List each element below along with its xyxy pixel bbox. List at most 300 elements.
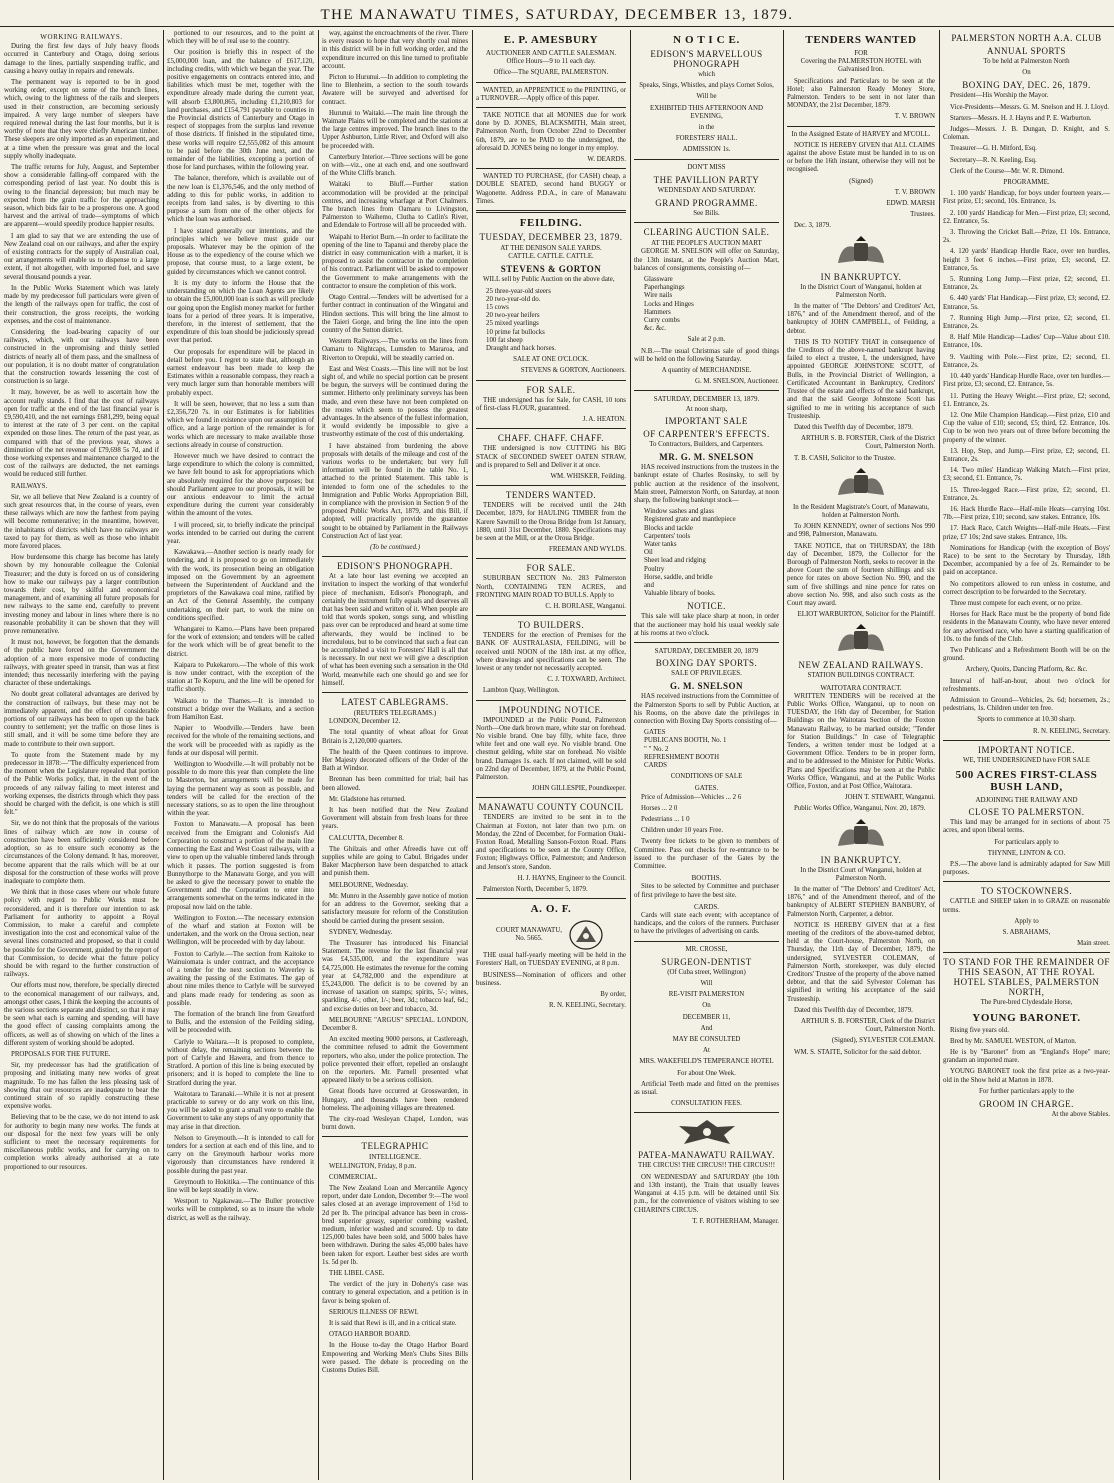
we-have: WE, THE UNDERSIGNED have FOR SALE xyxy=(963,756,1090,764)
bankruptcy-matter: In the matter of "The Debtors' and Creditors' Act, 1876," and of the Amendment thereof, and of the bankruptcy of JOHN CAMPBELL, of Feilding, a debtor. xyxy=(787,303,935,335)
feilding-date: TUESDAY, DECEMBER 23, 1879. xyxy=(479,232,623,243)
paragraph: 9. Vaulting with Pole.—First prize, £2; second, £1. Entrance, 2s. xyxy=(943,353,1110,369)
paragraph: EXHIBITED THIS AFTERNOON AND EVENING, xyxy=(650,104,763,120)
paragraph: Our proposals for expenditure will be placed in detail before you. I regret to state that, although an earnest endeavour has been made to keep the Estimates within a reasonable compass, they reach a very much larger sum than honorable members will probably expect. xyxy=(167,348,314,397)
paragraph: The traffic returns for July, August, and September show a considerable falling-off compared with the corresponding period of last year. No doubt this is owing to the financial depression; but much may be expected from the grain traffic for the approaching season, which bids fair to be a prosperous one. A good harvest and the arrival of trade—symptoms of which are apparent—would speedily produce happier results. xyxy=(4,164,159,229)
divider xyxy=(943,881,1110,882)
paragraph: Foxton to Manawatu.—A proposal has been received from the Emigrant and Colonist's Aid Corporation to construct a portion of the main line connecting the East and West Coast railways, with a view to open up the valuable timbered lands through which it passes. The portion suggested is from Bunnythorpe to the Manawatu Gorge, and you will be asked to give the necessary power to enable the Government and the Corporation to enter into arrangements somewhat on the terms indicated in the proposal now laid on the table. xyxy=(167,821,314,911)
assigned-date: Dec. 3, 1879. xyxy=(794,222,831,230)
paragraph: Kaipara to Pukekaroro.—The whole of this work is now under contract, with the exception of the station at Te Kopuru, and the line will be opened for traffic shortly. xyxy=(167,661,314,694)
privileges-items xyxy=(644,729,779,770)
at-stables: At the above Stables. xyxy=(1051,1111,1110,1119)
interval: Interval of half-an-hour, about two o'clock for refreshments. xyxy=(943,677,1110,693)
tenders-heading: TENDERS WANTED. xyxy=(505,490,597,501)
chaff-heading: CHAFF. CHAFF. CHAFF. xyxy=(497,433,605,444)
stevens-intro: WILL sell by Public Auction on the above date, xyxy=(483,276,615,284)
paragraph: SERIOUS ILLNESS OF REWI. xyxy=(329,1308,419,1316)
snelson-signature: G. M. SNELSON, Auctioneer. xyxy=(694,378,779,386)
pure-bred: The Pure-bred Clydesdale Horse, xyxy=(980,999,1073,1007)
feilding-place: AT THE DENISON SALE YARDS. xyxy=(500,244,602,253)
paragraph: FORESTERS' HALL. xyxy=(675,135,738,143)
list-item: Blocks and tackle xyxy=(644,524,693,532)
nominations: Nominations for Handicap (with the exception of Boys' Race) to be sent to the Secretary by Thursday, 18th December, accompanied by a fee of 2s. Remainder to be paid on acceptance. xyxy=(943,544,1110,577)
tenders-covering: Covering the PALMERSTON HOTEL with Galvanised Iron. xyxy=(800,58,922,74)
builders-heading: TO BUILDERS. xyxy=(517,620,585,631)
rm-to: To JOHN KENNEDY, owner of sections Nos 990 and 998, Palmerston, Manawatu. xyxy=(787,523,935,539)
column-4 xyxy=(476,30,626,1480)
railway-crest-icon xyxy=(672,1117,742,1147)
paragraph: way, against the encroachments of the river. There is every reason to hope that very shortly coal mines in this district will be in full working order, and the expenditure incurred on this line turned to profitable account. xyxy=(322,30,468,70)
crosse-lines xyxy=(634,969,779,1078)
programme-heading: PROGRAMME. xyxy=(1003,179,1050,187)
royal-arms-icon xyxy=(832,467,890,501)
impounding-heading: IMPOUNDING NOTICE. xyxy=(498,704,604,715)
particulars: For particulars apply to xyxy=(994,838,1059,846)
impounding-signature: JOHN GILLESPIE, Poundkeeper. xyxy=(531,785,626,793)
bankruptcy-signed: (Signed), SYLVESTER COLEMAN. xyxy=(831,1037,935,1045)
article-body xyxy=(167,30,314,1223)
county-council-heading: MANAWATU COUNTY COUNCIL xyxy=(478,802,624,813)
paragraph: It is my duty to inform the House that the understanding on which the Loan Agents are likely to obtain the £5,000,000 loan is such as will preclude our going upon the English money market for further loans for a period of three years. It is imperative, therefore, in the interest of settlement, that the expenditure of this loan should be judiciously spread over that period. xyxy=(167,279,314,345)
paragraph: Secretary—R. N. Keeling, Esq. xyxy=(950,156,1037,164)
price-list xyxy=(634,794,779,836)
list-item: Valuable library of books. xyxy=(644,590,716,598)
at-noon: At noon sharp, xyxy=(685,404,728,413)
bankruptcy-notice: NOTICE IS HEREBY GIVEN that at a first meeting of the creditors of the above-named debtor, held at the Court-house, Palmerston North, on Thursday, the 11th day of December, 1879, the undersigned, SYLVESTER COLEMAN, of Palmerston North, storekeeper, was duly elected Creditors' Trustee of the property of the above named debtor, and that the said Sylvester Coleman has signified in writing his acceptance of the said Trusteeship. xyxy=(787,921,935,1003)
paragraph: It must not, however, be forgotten that the demands of the public have forced on the Government the adoption of a more expensive mode of conducting railways, with greater speed in transit, than was at first intended; thus necessarily interfering with the paying character of these undertakings. xyxy=(4,639,159,688)
royal-arms-icon xyxy=(832,235,890,269)
edison-article-body xyxy=(322,573,468,688)
three-compete: Three must compete for each event, or no prize. xyxy=(950,599,1083,607)
tenders-wanted-heading: TENDERS WANTED xyxy=(805,34,917,46)
county-council-date: Palmerston North, December 5, 1879. xyxy=(483,886,588,894)
assigned-notice: NOTICE IS HEREBY GIVEN that ALL CLAIMS against the above Estate must be handed in to us on or before the 16th instant, otherwise they will not be recognised. xyxy=(787,141,935,174)
to-stand: TO STAND FOR THE REMAINDER OF THIS SEASON, AT THE ROYAL HOTEL STABLES, PALMERSTON NORTH, xyxy=(943,957,1110,998)
bankrupt-sale-text: HAS received instructions from the trustees in the bankrupt estate of Charles Rosinsky, to sell by public auction at the residence of the insolvent, Main street, Palmerston North, on Saturday, at noon sharp, the following bankrupt stock— xyxy=(634,464,779,504)
annual-sports: ANNUAL SPORTS xyxy=(987,46,1066,56)
circus-text: ON WEDNESDAY and SATURDAY (the 10th and 13th instant), the Train that usually leaves Wanganui at 4.15 p.m. will be detained until Six p.m., for the convenience of visitors wishing to see CHIARINI'S CIRCUS. xyxy=(634,1173,779,1214)
paragraph: Our efforts must now, therefore, be specially directed to the economical management of our railways, and, amongst other cases, I think the keeping the accounts of the various sections separate and distinct, so that it may be seen what each is earning and spending, will have the good effect of causing complaints among the officers, as well as of showing on which of the lines a different system of working should be adopted. xyxy=(4,982,159,1047)
divider xyxy=(634,390,779,391)
nz-railways-text: WRITTEN TENDERS will be received at the Public Works Office, Wanganui, up to noon on TUESDAY, the 16th day of December, for Station Buildings on the Waitotara Section of the Foxton Manawatu Railway, to be marked outside; "Tender for Station Buildings." In case of Telegraphic Tenders, a written tender must be lodged at a Government Office. Tenders to be in proper form, and to be addressed to the Minister for Public Works. Plans and Specifications may be seen at the Public Works Office, Wanganui, and at the Public Works Office, Foxton, and at Post Office, Waitotara. xyxy=(787,692,935,790)
paragraph: Wellington to Foxton.—The necessary extension of the wharf and station at Foxton will be undertaken, and the work on the Oroua section, near Wellington, will be proceeded with by day labour. xyxy=(167,914,314,947)
paragraph: 14. Two miles' Handicap Walking Match.—First prize, £3; second, £1. Entrance, 7s. xyxy=(943,467,1110,483)
paragraph: Sir, we all believe that New Zealand is a country of such great resources that, in the course of years, even these railways which are now the farthest from paying will become remunerative; in the meantime, however, the inhabitants of districts which have no railways are taxed to pay for them, as well as those who inhabit more favored places. xyxy=(4,493,159,550)
crosse-name: MR. CROSSE, xyxy=(685,945,728,953)
cablegrams-heading: LATEST CABLEGRAMS. xyxy=(341,697,449,708)
paragraph: The Ghilzais and other Afreedis have cut off supplies while are going to Cabul. Brigades under Baker Macpherson have been despatched to attack and punish them. xyxy=(322,845,468,878)
paragraph: Mr. Munro in the Assembly gave notice of motion for an address to the Governor, seeking that a satisfactory measure for reform of the Constitution should be carried during the present session. xyxy=(322,892,468,925)
paragraph: Kawakawa.—Another section is nearly ready for tendering, and it is proposed to go on immediately with the work, its prosecution being an obligation imposed on the Government by an agreement between the Superintendent of Auckland and the proprietors of the Kawakawa coal mine, ratified by an Act of the General Assembly, the company undertaking, on their part, to work the mine on conditions specified. xyxy=(167,549,314,622)
amesbury-name: E. P. AMESBURY xyxy=(503,34,599,46)
column-divider xyxy=(783,30,784,1480)
list-item: Wire nails xyxy=(644,292,673,300)
paragraph: COMMERCIAL. xyxy=(329,1173,378,1181)
builders-address: Lambton Quay, Wellington. xyxy=(483,687,560,695)
list-item: Draught and hack horses. xyxy=(486,345,557,353)
clearing-sale-heading: CLEARING AUCTION SALE. xyxy=(643,227,770,238)
club-heading: PALMERSTON NORTH A.A. CLUB xyxy=(951,33,1102,43)
flour-signature: J. A. HEATON. xyxy=(582,416,626,424)
list-item: 15 cows xyxy=(486,304,509,312)
divider xyxy=(322,556,468,557)
list-item: Water tanks xyxy=(644,540,677,548)
paragraph: Greymouth to Hokitika.—The continuance of this line will be kept steadily in view. xyxy=(167,1178,314,1195)
grand-programme: GRAND PROGRAMME. xyxy=(655,198,758,209)
bankruptcy-heading: IN BANKRUPTCY. xyxy=(820,271,902,282)
bankruptcy-court: In the District Court of Wanganui, holden at Palmerston North. xyxy=(800,283,922,299)
booths-heading: BOOTHS. xyxy=(691,874,722,883)
list-item: 20 two-year-old do. xyxy=(486,295,541,303)
paragraph: Wellington to Woodville.—It will probably not be possible to do more this year than complete the line to Masterton, but arrangements will be made for laying the permanent way as soon as possible, and tenders will be called for the erection of the necessary stations, so as to open the line throughout within the year. xyxy=(167,761,314,818)
merchandise: A quantity of MERCHANDISE. xyxy=(661,367,752,375)
flour-ad: THE undersigned has for Sale, for CASH, 10 tons of first-class FLOUR, guaranteed. xyxy=(476,396,626,412)
assigned-signature-1: T. V. BROWN xyxy=(894,188,935,196)
clearing-items xyxy=(644,276,779,333)
station-buildings: STATION BUILDINGS CONTRACT. xyxy=(807,672,915,680)
paragraph: I am glad to say that we are extending the use of New Zealand coal on our railways, and after the expiry of existing contracts for the supply of Australian coal, our arrangements will enable us to dispense to a large extent, if not altogether, with imported fuel, and save several thousand pounds a year. xyxy=(4,232,159,281)
paragraph: MRS. WAKEFIELD'S TEMPERANCE HOTEL xyxy=(639,1058,774,1066)
paragraph: 8. Half Mile Handicap—Ladies' Cup—Value about £10. Entrance, 10s. xyxy=(943,334,1110,350)
list-item: Hammers xyxy=(644,308,671,316)
paragraph: Treasurer—G. H. Mitford, Esq. xyxy=(950,145,1037,153)
county-council-ad: TENDERS are invited to be sent in to the Chairman at Foxton, not later than two p.m. on Monday, the 22nd of December, for Formation Otaki-Foxton Road, Metalling Sanson-Foxton Road. Plans and specifications to be seen at the County Office, Foxton; Highways Office, Palmerston; and Anderson and Jenson's store, Sandon. xyxy=(476,814,626,871)
bankruptcy-signature: ARTHUR S. B. FORSTER, Clerk of the District Court, Palmerston North. xyxy=(801,1018,935,1034)
amesbury-hours: Office Hours—9 to 11 each day. xyxy=(506,58,596,66)
list-item: Sheet lead and ridging xyxy=(644,557,706,565)
paragraph: Whangarei to Kamo.—Plans have been prepared for the work of extension; and tenders will be called for the work which will be of great benefit to the district. xyxy=(167,626,314,658)
column-6 xyxy=(787,30,935,1480)
paragraph: I will proceed, sir, to briefly indicate the principal works intended to be carried out during the current year. xyxy=(167,521,314,545)
paragraph: Canterbury Interior.—Three sections will be gone on with—viz., one at each end, and one southward of the White Cliffs branch. xyxy=(322,153,468,178)
continued-note: (To be continued.) xyxy=(369,543,421,551)
tenders-for: FOR xyxy=(854,49,868,57)
paragraph: It has been notified that the New Zealand Government will abstain from fresh loans for three years. xyxy=(322,807,468,831)
paragraph: The permanent way is reported to be in good working order, except on some of the branch lines, which, owing to the lightness of the rails and sleepers used in their construction, are becoming seriously impaired. A very large number of sleepers have required renewal during the last four months, but it is worthy of note that they were chiefly American timber. These sleepers are only imported as an experiment, and at a time when the pressure was great and the local supply wholly inadequate. xyxy=(4,79,159,160)
paragraph: 5. Running Long Jump.—First prize, £2; second, £1. Entrance, 2s. xyxy=(943,276,1110,292)
clearing-time: Sale at 2 p.m. xyxy=(687,336,726,344)
stockowners-heading: TO STOCKOWNERS. xyxy=(980,886,1073,897)
booths-text: Sites to be selected by Committee and purchaser of first privilege to have the best site. xyxy=(634,883,779,899)
paragraph: (Of Cuba street, Wellington) xyxy=(667,968,746,976)
list-item: 20 two-year heifers xyxy=(486,312,540,320)
paragraph: Picton to Hurunui.—In addition to completing the line to Blenheim, a section to the south towards Awatere will be surveyed and advertised for contract. xyxy=(322,74,468,106)
divider xyxy=(634,159,779,160)
telegraphic-heading: TELEGRAPHIC xyxy=(361,1141,429,1152)
paragraph: The New Zealand Loan and Mercantile Agency report, under date London, December 9:—The wool sales closed at an average improvement of 1½d to 2d per lb. The principal advance has been in cross-bred superior greasy, superior combing washed, medium, inferior washed and scoured. Up to date 125,000 bales have been sold, and 5000 bales have been withdrawn. During the sales 45,000 bales have been taken for export. Leather best sides are worth 1s. 5d per lb. xyxy=(322,1184,468,1266)
divider xyxy=(634,1112,779,1113)
suburban-section-ad: SUBURBAN SECTION No. 283 Palmerston North, CONTAINING TEN ACRES, and FRONTING MAIN ROAD TO BULLS. Apply to xyxy=(476,575,626,599)
cards-text: Cards will state each event; with acceptance of handicaps, and the colors of the runners. Purchaser to have the privileges of advertising on cards. xyxy=(634,912,779,936)
paragraph: Waikato to the Thames.—It is intended to construct a bridge over the Waikato, and a section from Hamilton East. xyxy=(167,697,314,722)
snelson-clearing-text: GEORGE M. SNELSON will offer on Saturday, the 13th instant, at the People's Auction Mart, balances of consignments, consisting of— xyxy=(634,248,779,272)
take-notice-ad: TAKE NOTICE that all MONIES due for work done by D. JONES, BLACKSMITH, Main street, Palmerston North, from October 22nd to December 6th, 1879, are to be PAID to the undersigned, the aforesaid D. JONES being no longer in my employ. xyxy=(476,112,626,152)
column-5 xyxy=(634,30,779,1480)
paragraph: President—His Worship the Mayor. xyxy=(950,92,1049,100)
circus-signature: T. F. ROTHERHAM, Manager. xyxy=(692,1217,779,1225)
stock-list xyxy=(486,288,626,354)
paragraph: ADMISSION 1s. xyxy=(682,146,731,154)
amesbury-office: Office—The SQUARE, PALMERSTON. xyxy=(493,69,609,77)
acres-heading: 500 ACRES FIRST-CLASS BUSH LAND, xyxy=(955,769,1098,794)
paragraph: 13. Hop, Step, and Jump.—First prize, £2; second, £1. Entrance, 2s. xyxy=(943,447,1110,463)
royal-arms-icon xyxy=(832,818,890,852)
important-sale: IMPORTANT SALE xyxy=(665,415,748,426)
paragraph: It is said that Rewi is ill, and in a critical state. xyxy=(329,1320,457,1328)
edison-article-heading: EDISON'S PHONOGRAPH. xyxy=(337,561,453,572)
assigned-signature-2: EDWD. MARSH xyxy=(886,200,935,208)
crosse-teeth: Artificial Teeth made and fitted on the premises as usual. xyxy=(634,1080,779,1097)
paragraph: Price of Admission—Vehicles ... 2 6 xyxy=(641,793,742,801)
paragraph: Our position is briefly this in respect of the £5,000,000 loan, and the balance of £617,120, including credits, with which we began the year. The positive engagements on contracts entered into, and liabilities which must be met, together with the expenditure already made during the current year, will absorb £3,800,865, including £1,210,803 for land purchases, and £154,791 payable to counties in the Provincial districts of Canterbury and Otago in respect of stoppages from the surplus land revenue of those districts. If finished in the stipulated time, these works will require £2,555,082 of this amount to be paid before the 30th June next, and the remainder of the liabilities, excepting a portion of those for land purchases, within the following year. xyxy=(167,49,314,172)
list-item: 10 prime fat bullocks xyxy=(486,328,545,336)
thynne-linton: THYNNE, LINTON & CO. xyxy=(987,849,1066,857)
tenders-signature: T. V. BROWN xyxy=(894,113,935,121)
edison-exhibit-lines xyxy=(634,71,779,155)
boxing-day-date: BOXING DAY, DEC. 26, 1879. xyxy=(962,80,1091,91)
stevens-signature: STEVENS & GORTON, Auctioneers. xyxy=(520,367,626,375)
paragraph: The verdict of the jury in Doherty's case was contrary to general expectation, and a petition is in favor is being spoken of. xyxy=(322,1281,468,1305)
foresters-emblem-icon xyxy=(566,918,606,952)
paragraph: 10. 440 yards' Handicap Hurdle Race, over ten hurdles.—First prize, £3; second, £2. Entrance, 5s. xyxy=(943,373,1110,389)
aof-court: COURT MANAWATU, xyxy=(496,927,562,935)
impounding-ad: IMPOUNDED at the Public Pound, Palmerston North—One dark brown mare, white star on forehead. No visible brand. One bay filly, white face, three white feet and one wall eye. No visible brand. One chestnut gelding, white star on forehead. No visible brand. Damages 1s. each. If not claimed, will be sold on 22nd day of December, 1879, at the Public Pound, Palmerston. xyxy=(476,716,626,781)
paragraph: Sir, my predecessor has had the gratification of proposing and initiating many new works of great magnitude. To me has fallen the less pleasing task of showing that our resources are inadequate to bear the continued strain of so rapidly constructing these expensive works. xyxy=(4,1062,159,1111)
bankruptcy-matter: In the matter of "The Debtors' and Creditors' Act, 1876," and of the Amendment thereof, and of the bankruptcy of ALBERT STEPHEN BANBURY, of Palmerston North, Carpenter, a debtor. xyxy=(787,886,935,918)
divider xyxy=(943,740,1110,741)
list-item: 25 mixed yearlings xyxy=(486,320,539,328)
paragraph: East and West Coasts.—This line will not be lost sight of, and while no special portion can be present be begun, the surveys will be continued during the summer. Hitherto only preliminary surveys has been made, and even these have not been completed on the routes which seem to possess the greatest advantages. In the absence of the fullest information, it would evidently be impossible to give a trustworthy estimate of the cost of this undertaking. xyxy=(322,365,468,439)
aof-signature: R. N. KEELING, Secretary. xyxy=(548,1002,626,1010)
rm-notice: TAKE NOTICE, that on THURSDAY, the 18th day of December, 1879, the Collector for the Borough of Palmerston North, seeks to recover in the above Court the sum of fourteen shillings and six pence for rates on above Section No. 990, and the sum of five shillings and nine pence for rates on above section No. 998, and also such costs as the Court may award. xyxy=(787,542,935,607)
bankrupt-items xyxy=(644,508,779,598)
see-bills: See Bills. xyxy=(693,210,720,218)
wednesday-saturday: WEDNESDAY AND SATURDAY. xyxy=(657,186,756,194)
assigned-trustees: Trustees. xyxy=(910,211,935,219)
paragraph: The total quantity of wheat afloat for Great Britain is 2,120,000 quarters. xyxy=(322,729,468,745)
pedigree: He is by "Baronet" from an "England's Hope" mare; grandam an imported mare. xyxy=(943,1049,1110,1065)
paragraph: Napier to Woodville.—Tenders have been received for the whole of the remaining sections, and the work will be proceeded with as rapidly as the funds at our disposal will permit. xyxy=(167,725,314,757)
paragraph: An excited meeting 9000 persons, at Castlereagh, the committee refused to admit the Government reporters, who also, under the police protection. The police prevented their effort, repelled an onslaught on the reporters. Mr. Parnell presented what appeared likely to be a serious collision. xyxy=(322,1036,468,1085)
further-particulars: For further particulars apply to the xyxy=(978,1087,1075,1095)
column-divider xyxy=(472,30,473,1480)
paragraph: MELBOURNE "ARGUS" SPECIAL. LONDON, December 8. xyxy=(322,1016,468,1032)
for-sale-heading: FOR SALE. xyxy=(526,384,576,395)
paragraph: I have stated generally our intentions, and the principles which we believe must guide our proposals. Whatever may be the opinion of the House as to the expediency of the course which we propose, that course must, to a large extent, be guided by circumstances which we cannot control. xyxy=(167,227,314,276)
paragraph: 17. Hack Race, Catch Weights—Half-mile Heats.—First prize, £7 10s; 2nd save stakes. Entrance, 10s. xyxy=(943,525,1110,541)
main-street: Main street. xyxy=(1077,940,1110,948)
groom-in-charge: GROOM IN CHARGE. xyxy=(979,1099,1074,1110)
telegraphic-subheading: INTELLIGENCE. xyxy=(369,1153,421,1162)
aof-court-text xyxy=(496,927,562,943)
paragraph: In the House to-day the Otago Harbor Board Empowering and Working Men's Clubs Sites Bills were passed. The debate is proceeding on the Customs Duties Bill. xyxy=(322,1342,468,1375)
divider xyxy=(322,1136,468,1137)
divider xyxy=(476,485,626,486)
paragraph: However much we have desired to contract the large expenditure to which the colony is committed, we have felt bound to ask for appropriations which are absolutely required for the above purposes; but should Parliament agree to our proposals, it will be our anxious endeavour to limit the actual expenditure during the current year considerably within the amount of the votes. xyxy=(167,452,314,518)
notice-heading: N O T I C E. xyxy=(673,34,740,46)
nz-railways-date: Public Works Office, Wanganui, Nov. 20, 1879. xyxy=(794,805,926,813)
aof-heading: A. O. F. xyxy=(530,903,572,916)
column-divider xyxy=(939,30,940,1480)
bankruptcy-dated: Dated this Twelfth day of December, 1879. xyxy=(794,423,913,431)
paragraph: Speaks, Sings, Whistles, and plays Cornet Solos, xyxy=(639,82,774,90)
working-railways-heading: WORKING RAILWAYS. xyxy=(40,33,123,41)
divider xyxy=(476,428,626,429)
notice2-text: This sale will take place sharp at noon, in order that the auctioneer may hold his usual weekly sale at his rooms at two o'clock. xyxy=(634,613,779,637)
nz-railways-signature: JOHN T. STEWART, Wanganui. xyxy=(844,794,935,802)
aof-meeting: THE usual half-yearly meeting will be held in the Foresters' Hall, on TUESDAY EVENING, at 8 p.m. xyxy=(476,952,626,968)
bankruptcy-signature: ARTHUR S. B. FORSTER, Clerk of the District Court, Palmerston North. xyxy=(801,435,935,451)
edison-exhibit-title: EDISON'S MARVELLOUS PHONOGRAPH xyxy=(650,49,763,69)
paragraph: Children under 10 years Free. xyxy=(641,827,724,835)
paragraph: In the Public Works Statement which was lately made by my predecessor full particulars were given of the length of the railways open for traffic, the cost of their construction, the gross receipts, the working expenses, and the cost of maintenance. xyxy=(4,284,159,325)
paragraph: Clerk of the Course—Mr. W. R. Dimond. xyxy=(950,167,1065,175)
list-item: CARDS xyxy=(644,761,667,769)
saturday-heading: SATURDAY, DECEMBER 13, 1879. xyxy=(653,395,760,404)
abrahams: S. ABRAHAMS, xyxy=(1002,929,1051,937)
paragraph: Pedestrians ... 1 0 xyxy=(641,816,690,823)
paragraph: Nelson to Greymouth.—It is intended to call for tenders for a section at each end of this line, and to carry on the Greymouth harbour works more vigorously than circumstances have rendered it possible during the past year. xyxy=(167,1134,314,1175)
column-7 xyxy=(943,30,1110,1480)
apprentice-ad: WANTED, an APPRENTICE to the PRINTING, or a TURNOVER.—Apply office of this paper. xyxy=(476,86,626,102)
surgeon-dentist: SURGEON-DENTIST xyxy=(661,956,752,967)
gm-snelson: G. M. SNELSON xyxy=(669,681,743,692)
paragraph: Mr. Gladstone has returned. xyxy=(329,795,406,803)
to-contractors: To Contractors, Builders, and Carpenters. xyxy=(649,440,764,448)
club-signature: R. N. KEELING, Secretary. xyxy=(1032,727,1110,735)
archery: Archery, Quoits, Dancing Platform, &c. &c. xyxy=(965,666,1088,674)
hack-horses: Horses for Hack Race must be the property of bond fide residents in the Manawatu County, who have never entered for any advertised race, who have a starting qualification of 10s. to the funds of the Club. xyxy=(943,611,1110,643)
paragraph: 3. Throwing the Cricket Ball.—Prize, £1 10s. Entrance, 2s. xyxy=(943,229,1110,245)
list-item: Registered grate and mantlepiece xyxy=(644,516,736,524)
assigned-signed: (Signed) xyxy=(849,177,873,185)
list-item: 25 three-year-old steers xyxy=(486,287,551,295)
paragraph: MAY BE CONSULTED xyxy=(672,1036,741,1044)
paragraph: MELBOURNE, Wednesday. xyxy=(329,881,409,889)
circus-heading: THE CIRCUS! THE CIRCUS!! THE CIRCUS!!! xyxy=(638,1162,775,1170)
paragraph: 16. Hack Hurdle Race—Half-mile Heats—carrying 10st. 7lb.—First prize, £10; second, saw stakes. Entrance, 10s. xyxy=(943,505,1110,522)
builders-signature: C. J. TOXWARD, Architect. xyxy=(547,676,626,684)
suburban-signature: C. H. BORLASE, Wanganui. xyxy=(545,602,626,610)
paragraph: Will be xyxy=(696,93,717,101)
list-item: Glassware xyxy=(644,276,673,284)
paragraph: I have abstained from burdening the above proposals with details of the mileage and cost of the various works to be undertaken; but very full information will be found in the table No. 1, attached to the printed Statement. This table is intended to form one of the schedules to the Immigration and Public Works Appropriation Bill, in compliance with the provision in Section 9 of the proposed Public Works Act, 1879, and this Bill, if adopted, will practically provide the guarantee sought to be obtained by Parliament in the Railways Construction Act of last year. xyxy=(322,442,468,540)
bankruptcy-notice: THIS IS TO NOTIFY THAT in consequence of the Creditors of the above-named bankrupt having failed to elect a trustee, I, the undersigned, have appointed GEORGE JOHNSTONE SCOTT, of Bulls, in the Provincial District of Wellington, a Certificated Accountant in Bankruptcy, Creditors' Trustee of the estate and effects of the said bankrupt, and that the said George Johnstone Scott has signified to me in writing his acceptance of such Trusteeship. xyxy=(787,338,935,420)
paragraph: The Treasurer has introduced his Financial Statement. The revenue for the last financial year was £4,535,000, and the expenditure was £4,725,000. He estimates the revenue for the coming year at £4,782,000 and the expenditure at £5,243,000. The deficit is to be covered by an increase of taxation on stamps; spirits, 5/-; wines, sparkling, 4/-; other, 1/-; beer, 3d.; tobacco leaf, 6d.; and excise duties on beer and tobacco, 3d. xyxy=(322,939,468,1013)
list-item: Paperhangings xyxy=(644,284,685,292)
assigned-estate: In the Assigned Estate of HARVEY and M'COLL. xyxy=(791,130,931,138)
paragraph: LONDON, December 12. xyxy=(329,718,401,726)
sale-of-privileges: SALE OF PRIVILEGES. xyxy=(671,670,742,678)
list-item: Window sashes and glass xyxy=(644,508,714,516)
builders-ad: TENDERS for the erection of Premises for the BANK OF AUSTRALASIA, FEILDING, will be received until NOON of the 18th inst. at my office, where drawings and specifications can be seen. The lowest or any tender not necessarily accepted. xyxy=(476,632,626,672)
boxing-day-sports: BOXING DAY SPORTS. xyxy=(655,658,758,669)
masthead xyxy=(0,4,1114,27)
clearing-sale-place: AT THE PEOPLE'S AUCTION MART xyxy=(651,239,762,248)
list-item: " " No. 2 xyxy=(644,745,669,753)
royal-arms-icon xyxy=(832,623,890,657)
paragraph: Will xyxy=(700,980,713,988)
paragraph: Otago Central.—Tenders will be advertised for a further contract in continuation of the Wingatui and Hindon sections. This will bring the line almost to the Taieri Gorge, and bring the line into the open country of the Sutton district. xyxy=(322,294,468,334)
paragraph: Carlyle to Waitara.—It is proposed to complete, without delay, the remaining sections between the port of Carlyle and Hawera, and from thence to Stratford. A portion of this line is being executed by prisoners; and it is hoped to complete the line to Stratford during the year. xyxy=(167,1038,314,1087)
club-officers xyxy=(943,92,1110,176)
paragraph: RAILWAYS. xyxy=(11,482,48,490)
paragraph: Foxton to Carlyle.—The section from Kaitoke to Wainuiomata is under contract, and the acceptance of a tender for the next section to Waverley is awaiting the passing of the Estimates. The gap of about nine miles thence to Carlyle will be surveyed and plans made ready for tendering as soon as possible. xyxy=(167,950,314,1007)
cattle-heading: CATTLE. CATTLE. CATTLE. xyxy=(508,253,594,261)
pavillion-party: THE PAVILLION PARTY xyxy=(653,174,760,185)
paragraph: CALCUTTA, December 8. xyxy=(329,834,404,842)
paragraph: Considering the load-bearing capacity of our railways, which, with our railways have been constructed in the unpromising and thinly settled districts of nearly all of them pass, and the smallness of our population, it is no doubt matter of congratulation that the construction towards lessening the cost of construction is so large. xyxy=(4,328,159,386)
stock-text: CATTLE and SHEEP taken in to GRAZE on reasonable terms. xyxy=(943,898,1110,914)
paragraph: PROPOSALS FOR THE FUTURE. xyxy=(11,1050,111,1058)
list-item: 100 fat sheep xyxy=(486,336,523,344)
paragraph: Judges—Messrs. J. B. Dungan, D. Knight, and S. Coleman. xyxy=(943,126,1110,142)
tenders-specs: Specifications and Particulars to be seen at the Hotel; also Palmerston Ready Money Store, Palmerston. Tenders to be sent in not later than MONDAY, the 21st December, 1879. xyxy=(787,77,935,110)
paragraph: Sir, we do not think that the proposals of the various lines of railway which are now in course of construction have been sufficiently considered before adoption, so as to ensure such economy as the circumstances of the Colony demand. It has, moreover, become apparent that the rails which will be at our disposal for the construction of these works will prove inadequate to complete them. xyxy=(4,820,159,885)
article-body xyxy=(322,30,468,541)
stevens-gorton-heading: STEVENS & GORTON xyxy=(500,264,602,275)
paragraph: THE LIBEL CASE. xyxy=(329,1270,385,1278)
bred-by: Bred by Mr. SAMUEL WESTON, of Marton. xyxy=(950,1037,1077,1045)
paragraph: OTAGO HARBOR BOARD. xyxy=(329,1331,411,1339)
list-item: GATES xyxy=(644,729,666,737)
column-divider xyxy=(318,30,319,1480)
column-2 xyxy=(167,30,314,1480)
rm-court: In the Resident Magistrate's Court, of Manawatu, holden at Palmerston North. xyxy=(793,503,929,519)
list-item: Poultry xyxy=(644,565,665,573)
divider xyxy=(476,898,626,899)
paragraph: We think that in those cases where our whole future policy with regard to Public Works must be reconsidered, and it is therefore our intention to ask Parliament for authority to appoint a Royal Commission, to make a careful and complete investigation into the cost and economical value of the several lines constructed and proposed, so that it could be possible for the Government, guided by the report of that Commission, to decide what the future policy should be with regard to the further construction of railways. xyxy=(4,889,159,979)
mr-snelson: MR. G. M. SNELSON xyxy=(659,452,754,463)
paragraph: Starters—Messrs. H. J. Hayns and P. E. Warburton. xyxy=(950,114,1092,122)
sale-time: SALE AT ONE O'CLOCK. xyxy=(513,356,589,364)
price-text: Twenty free tickets to be given to members of Committee. Pass out checks for re-entrance to be issued to the purchaser of the Gates by the Committee. xyxy=(634,838,779,871)
divider xyxy=(476,107,626,108)
paragraph: Waipahi to Heriot Burn.—In order to facilitate the opening of the line to Tapanui and thereby place the district in easy communication with a market, it is proposed to assist the contractor in the completion of his contract. Parliament will be asked to empower the Government to make arrangements with the contractor to ensure the completion of this work. xyxy=(322,233,468,290)
bankruptcy-heading: IN BANKRUPTCY. xyxy=(820,854,902,865)
paragraph: 4. 120 yards' Handicap Hurdle Race, over ten hurdles, height 3 feet 6 inches.—First prize, £3; second, £2. Entrance, 5s. xyxy=(943,248,1110,272)
paragraph: 7. Running High Jump.—First prize, £2; second, £1. Entrance, 2s. xyxy=(943,314,1110,331)
paragraph: Waitotara to Taranaki.—While it is not at present practicable to survey or do any work on this line, you will be asked to grant a small vote to enable the Government to take any steps of any opportunity that may arise in that direction. xyxy=(167,1090,314,1131)
apply-to: Apply to xyxy=(1014,917,1039,925)
gates-heading: GATES. xyxy=(694,784,719,793)
divider xyxy=(476,797,626,798)
clearing-nb: N.B.—The usual Christmas sale of good things will be held on the following Saturday. xyxy=(634,347,779,363)
aof-business: BUSINESS—Nomination of officers and other business. xyxy=(476,971,626,987)
list-item: Horse, saddle, and bridle xyxy=(644,573,713,581)
paragraph: And xyxy=(700,1024,713,1032)
waitotara-contract: WAITOTARA CONTRACT. xyxy=(820,683,902,692)
paragraph: 6. 440 yards' Flat Handicap.—First prize, £3; second, £2. Entrance, 5s. xyxy=(943,295,1110,311)
paragraph: The formation of the branch line from Greatford to Bulls, and the extension of the Feilding siding, will be proceeded with. xyxy=(167,1010,314,1035)
column-divider xyxy=(163,30,164,1480)
article-body xyxy=(4,43,159,1172)
bankruptcy-solicitor: WM. S. STAITE, Solicitor for the said debtor. xyxy=(794,1048,922,1056)
column-3 xyxy=(322,30,468,1480)
close-to: CLOSE TO PALMERSTON. xyxy=(968,807,1085,818)
cablegrams-subheading: (REUTER'S TELEGRAMS.) xyxy=(353,709,437,718)
dont-miss: DON'T MISS xyxy=(687,163,726,171)
paragraph: DECEMBER 11, xyxy=(682,1013,731,1021)
paragraph: SYDNEY, Wednesday. xyxy=(329,928,393,936)
paragraph: Vice-Presidents—Messrs. G. M. Snelson and H. J. Lloyd. xyxy=(950,103,1110,111)
paragraph: 12. One Mile Champion Handicap.—First prize, £10 and Cup the value of £10; second, £5; third, £2. Entrance, 10s. Cup to be won two years out of three before becoming the property of the winner. xyxy=(943,411,1110,444)
chaff-ad: THE undersigned is now CUTTING his BIG STACK of SECONDED SWEET OATEN STRAW, and is prepared to Sell and Deliver it at once. xyxy=(476,445,626,469)
divider xyxy=(476,210,626,213)
paragraph: The city-road Wesleyan Chapel, London, was burnt down. xyxy=(322,1115,468,1132)
divider xyxy=(322,692,468,693)
chaff-signature: WM. WHISKER, Feilding. xyxy=(550,472,626,480)
